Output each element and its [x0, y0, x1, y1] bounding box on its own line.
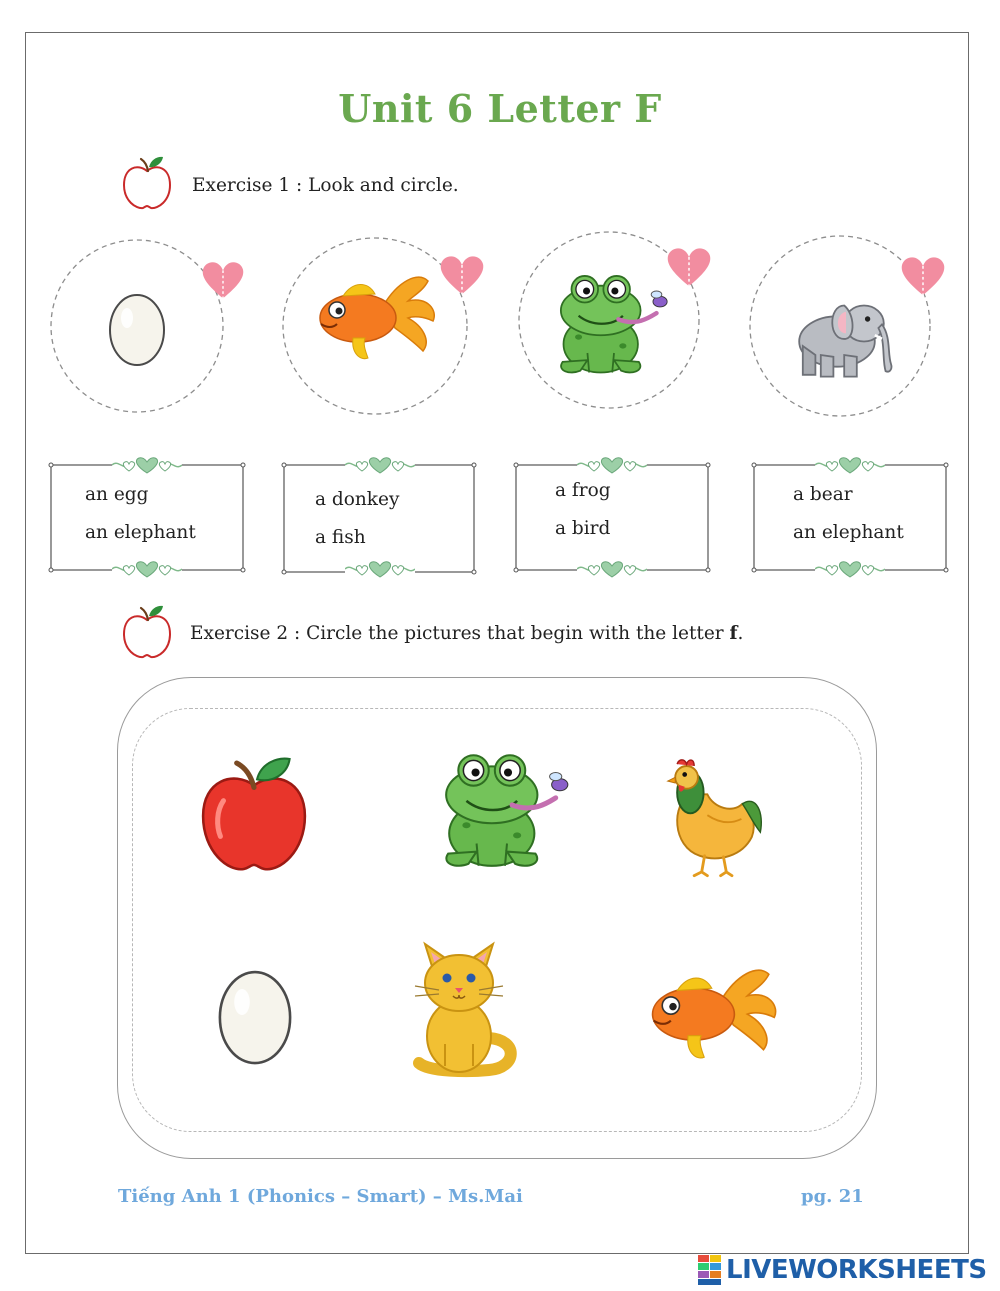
exercise-2-label — [190, 623, 743, 644]
exercise-1-item-1-circle[interactable] — [47, 238, 247, 418]
exercise-2-label-letter: f — [729, 623, 738, 644]
apple-outline-icon — [122, 155, 172, 211]
egg-icon[interactable] — [216, 963, 294, 1067]
worksheet-title: Unit 6 Letter F — [338, 86, 662, 131]
heart-icon — [201, 260, 245, 300]
hen-icon[interactable] — [662, 756, 766, 880]
word-option[interactable]: an elephant — [793, 522, 904, 543]
exercise-1-item-1-words — [48, 455, 248, 569]
exercise-1-item-3-circle[interactable] — [514, 226, 714, 412]
exercise-1-item-4-circle[interactable] — [748, 233, 948, 419]
word-option[interactable]: an egg — [85, 484, 149, 505]
heart-icon — [439, 254, 485, 296]
fish-icon — [313, 266, 443, 366]
liveworksheets-wordmark: LIVEWORKSHEETS — [726, 1255, 987, 1285]
liveworksheets-logo — [698, 1253, 987, 1287]
liveworksheets-badge-icon — [698, 1255, 722, 1285]
heart-icon — [900, 255, 946, 297]
cat-icon[interactable] — [408, 928, 520, 1078]
word-option[interactable]: a donkey — [315, 489, 400, 510]
word-option[interactable]: a bear — [793, 484, 853, 505]
exercise-1-item-2-circle[interactable] — [279, 236, 489, 420]
word-option[interactable]: an elephant — [85, 522, 196, 543]
exercise-2-label-text: Exercise 2 : Circle the pictures that begin with the letter — [190, 623, 730, 644]
page-number: pg. 21 — [801, 1186, 864, 1207]
exercise-1-label: Exercise 1 : Look and circle. — [192, 175, 459, 196]
word-option[interactable]: a bird — [555, 518, 611, 539]
exercise-2-label-end: . — [737, 623, 744, 644]
elephant-icon — [792, 289, 900, 385]
frog-icon[interactable] — [436, 742, 578, 874]
exercise-1-item-2-words — [281, 455, 481, 569]
word-option[interactable]: a fish — [315, 527, 366, 548]
footer-course-title: Tiếng Anh 1 (Phonics – Smart) – Ms.Mai — [118, 1186, 523, 1207]
frog-icon — [552, 262, 676, 382]
word-option[interactable]: a frog — [555, 480, 611, 501]
fish-icon[interactable] — [645, 958, 785, 1066]
apple-icon[interactable] — [198, 754, 310, 878]
egg-icon — [105, 288, 169, 368]
exercise-1-item-3-words — [513, 455, 713, 569]
apple-outline-icon — [122, 604, 172, 660]
exercise-1-item-4-words — [751, 455, 951, 569]
